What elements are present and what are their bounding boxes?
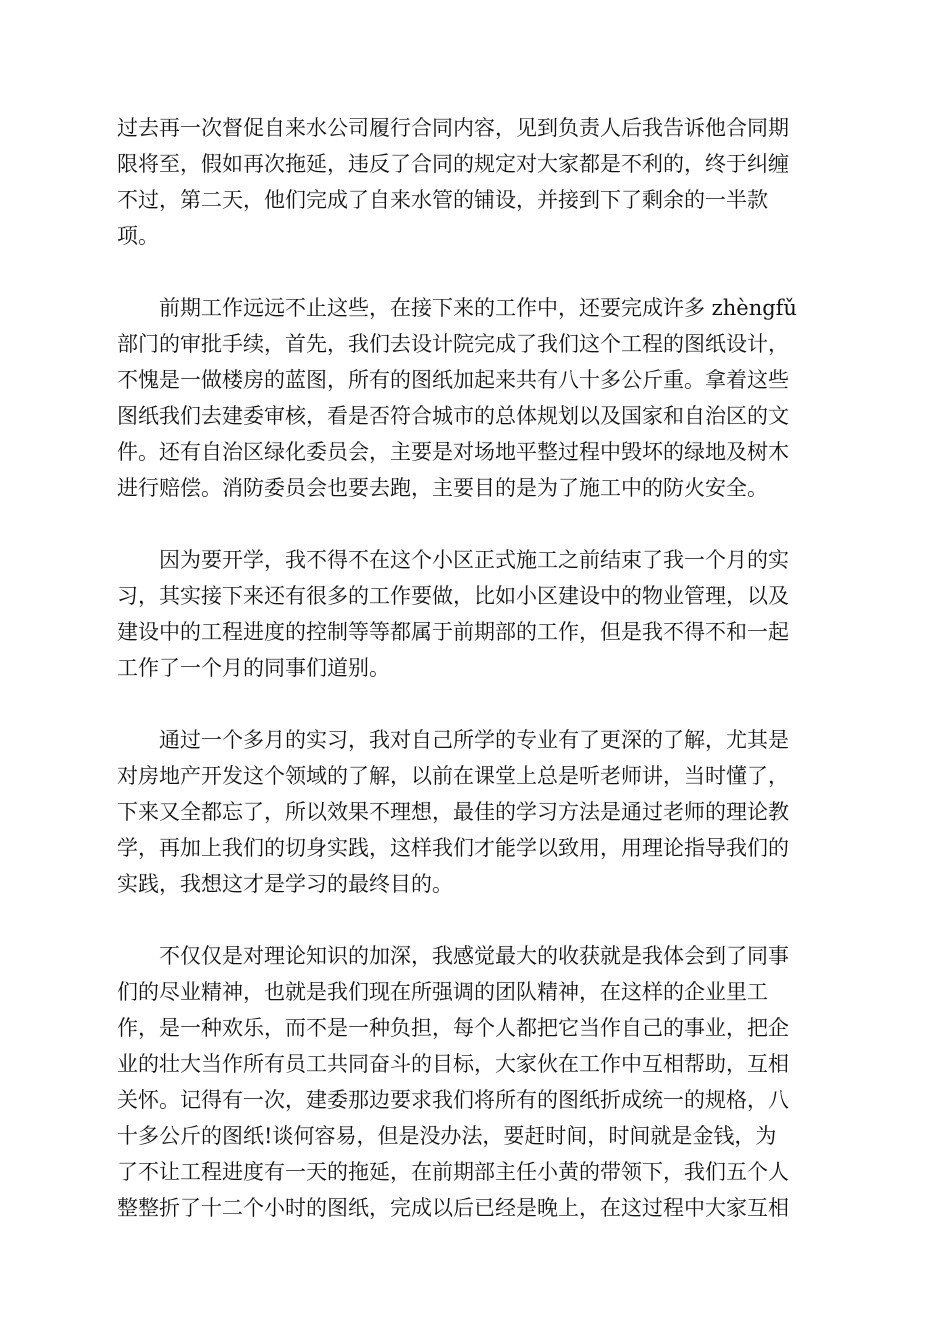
text-line: 部门的审批手续，首先，我们去设计院完成了我们这个工程的图纸设计，	[117, 332, 789, 356]
text-line: 十多公斤的图纸!谈何容易，但是没办法，要赶时间，时间就是金钱，为	[117, 1124, 777, 1148]
paragraph-3	[117, 542, 833, 686]
text-line: 建设中的工程进度的控制等等都属于前期部的工作，但是我不得不和一起	[117, 620, 789, 644]
text-line: 不仅仅是对理论知识的加深，我感觉最大的收获就是我体会到了同事	[159, 944, 789, 968]
text-line: 不愧是一做楼房的蓝图，所有的图纸加起来共有八十多公斤重。拿着这些	[117, 368, 789, 392]
text-line: 限将至，假如再次拖延，违反了合同的规定对大家都是不利的，终于纠缠	[117, 152, 789, 176]
paragraph-4	[117, 722, 833, 902]
text-line: 前期工作远远不止这些，在接下来的工作中，还要完成许多 zhèngfǔ	[159, 296, 797, 320]
paragraph-1	[117, 110, 833, 254]
paragraph-5	[117, 938, 833, 1226]
text-line: 过去再一次督促自来水公司履行合同内容，见到负责人后我告诉他合同期	[117, 116, 789, 140]
paragraph-spacer	[117, 254, 833, 290]
text-line: 学，再加上我们的切身实践，这样我们才能学以致用，用理论指导我们的	[117, 836, 789, 860]
text-line: 们的尽业精神，也就是我们现在所强调的团队精神，在这样的企业里工	[117, 980, 768, 1004]
text-line: 件。还有自治区绿化委员会，主要是对场地平整过程中毁坏的绿地及树木	[117, 440, 789, 464]
text-line: 作，是一种欢乐，而不是一种负担，每个人都把它当作自己的事业，把企	[117, 1016, 789, 1040]
paragraph-spacer	[117, 902, 833, 938]
text-line: 业的壮大当作所有员工共同奋斗的目标，大家伙在工作中互相帮助，互相	[117, 1052, 789, 1076]
text-line: 图纸我们去建委审核，看是否符合城市的总体规划以及国家和自治区的文	[117, 404, 789, 428]
text-line: 对房地产开发这个领域的了解，以前在课堂上总是听老师讲，当时懂了，	[117, 764, 789, 788]
paragraph-spacer	[117, 506, 833, 542]
text-line: 整整折了十二个小时的图纸，完成以后已经是晚上，在这过程中大家互相	[117, 1196, 789, 1220]
text-line: 实践，我想这才是学习的最终目的。	[117, 872, 453, 896]
text-line: 习，其实接下来还有很多的工作要做，比如小区建设中的物业管理，以及	[117, 584, 789, 608]
text-line: 进行赔偿。消防委员会也要去跑，主要目的是为了施工中的防火安全。	[117, 476, 768, 500]
text-line: 因为要开学，我不得不在这个小区正式施工之前结束了我一个月的实	[159, 548, 789, 572]
paragraph-2	[117, 290, 833, 506]
text-line: 工作了一个月的同事们道别。	[117, 656, 390, 680]
text-line: 下来又全都忘了，所以效果不理想，最佳的学习方法是通过老师的理论教	[117, 800, 789, 824]
text-line: 不过，第二天，他们完成了自来水管的铺设，并接到下了剩余的一半款	[117, 188, 768, 212]
text-line: 项。	[117, 224, 159, 248]
text-line: 了不让工程进度有一天的拖延，在前期部主任小黄的带领下，我们五个人	[117, 1160, 789, 1184]
paragraph-spacer	[117, 686, 833, 722]
document-page	[117, 110, 833, 1226]
text-line: 关怀。记得有一次，建委那边要求我们将所有的图纸折成统一的规格，八	[117, 1088, 789, 1112]
text-line: 通过一个多月的实习，我对自己所学的专业有了更深的了解，尤其是	[159, 728, 789, 752]
